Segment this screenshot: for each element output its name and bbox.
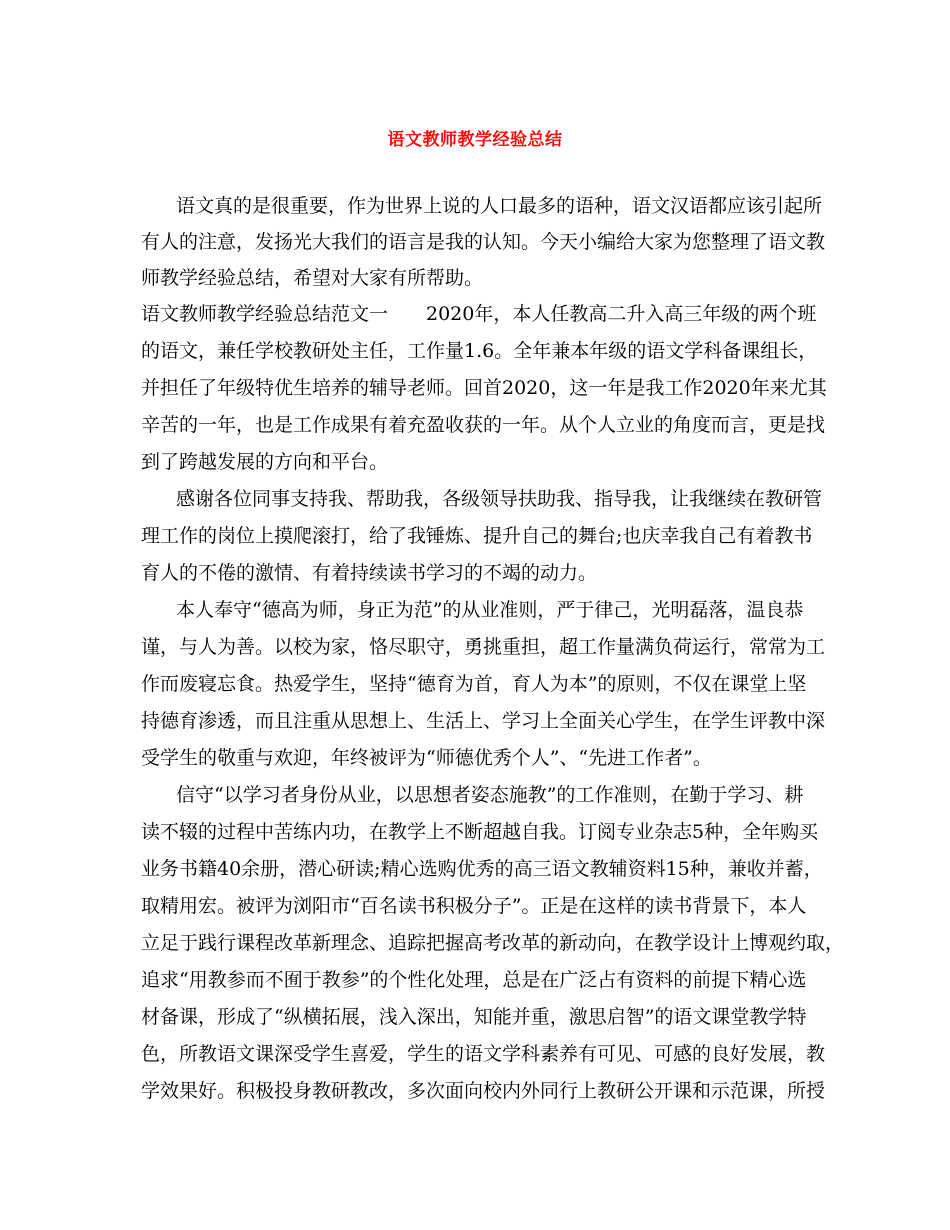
paragraph-line: 信守“以学习者身份从业，以思想者姿态施教”的工作准则，在勤于学习、耕 [176, 784, 804, 806]
paragraph-line: 语文真的是很重要，作为世界上说的人口最多的语种，语文汉语都应该引起所 [176, 195, 823, 217]
paragraph-line: 本人奉守“德高为师，身正为范”的从业准则，严于律己，光明磊落，温良恭 [176, 599, 804, 621]
paragraph-line: 并担任了年级特优生培养的辅导老师。回首2020，这一年是我工作2020年来尤其 [141, 377, 827, 399]
paragraph-line: 育人的不倦的激情、有着持续读书学习的不竭的动力。 [141, 562, 598, 584]
paragraph-line: 感谢各位同事支持我、帮助我，各级领导扶助我、指导我，让我继续在教研管 [176, 488, 823, 510]
paragraph-line: 读不辍的过程中苦练内功，在教学上不断超越自我。订阅专业杂志5种，全年购买 [141, 821, 819, 843]
paragraph-line: 持德育渗透，而且注重从思想上、生活上、学习上全面关心学生，在学生评教中深 [141, 710, 826, 732]
paragraph-line: 材备课，形成了“纵横拓展，浅入深出，知能并重，激思启智”的语文课堂教学特 [141, 1006, 807, 1028]
paragraph-line: 谨，与人为善。以校为家，恪尽职守，勇挑重担，超工作量满负荷运行，常常为工 [141, 636, 826, 658]
paragraph-line: 的语文，兼任学校教研处主任，工作量1.6。全年兼本年级的语文学科备课组长， [141, 340, 818, 362]
paragraph-line: 理工作的岗位上摸爬滚打，给了我锤炼、提升自己的舞台;也庆幸我自己有着教书 [141, 525, 813, 547]
paragraph-line: 到了跨越发展的方向和平台。 [141, 451, 389, 473]
paragraph-line: 取精用宏。被评为浏阳市“百名读书积极分子”。正是在这样的读书背景下，本人 [141, 895, 807, 917]
paragraph-line: 追求“用教参而不囿于教参”的个性化处理，总是在广泛占有资料的前提下精心选 [141, 969, 807, 991]
paragraph-line: 有人的注意，发扬光大我们的语言是我的认知。今天小编给大家为您整理了语文教 [141, 231, 826, 253]
paragraph-line: 业务书籍40余册，潜心研读;精心选购优秀的高三语文教辅资料15种，兼收并蓄， [141, 858, 823, 880]
paragraph-line: 语文教师教学经验总结范文一 2020年，本人任教高二升入高三年级的两个班 [141, 303, 817, 325]
paragraph-line: 色，所教语文课深受学生喜爱，学生的语文学科素养有可见、可感的良好发展，教 [141, 1043, 826, 1065]
paragraph-line: 作而废寝忘食。热爱学生，坚持“德育为首，育人为本”的原则，不仅在课堂上坚 [141, 673, 807, 695]
paragraph-line: 学效果好。积极投身教研教改，多次面向校内外同行上教研公开课和示范课，所授 [141, 1080, 826, 1102]
paragraph-line: 受学生的敬重与欢迎，年终被评为“师德优秀个人”、“先进工作者”。 [141, 747, 712, 769]
document-title: 语文教师教学经验总结 [387, 130, 563, 150]
paragraph-line: 辛苦的一年，也是工作成果有着充盈收获的一年。从个人立业的角度而言，更是找 [141, 414, 826, 436]
paragraph-line: 师教学经验总结，希望对大家有所帮助。 [141, 267, 484, 289]
paragraph-line: 立足于践行课程改革新理念、追踪把握高考改革的新动向，在教学设计上博观约取， [141, 932, 845, 954]
